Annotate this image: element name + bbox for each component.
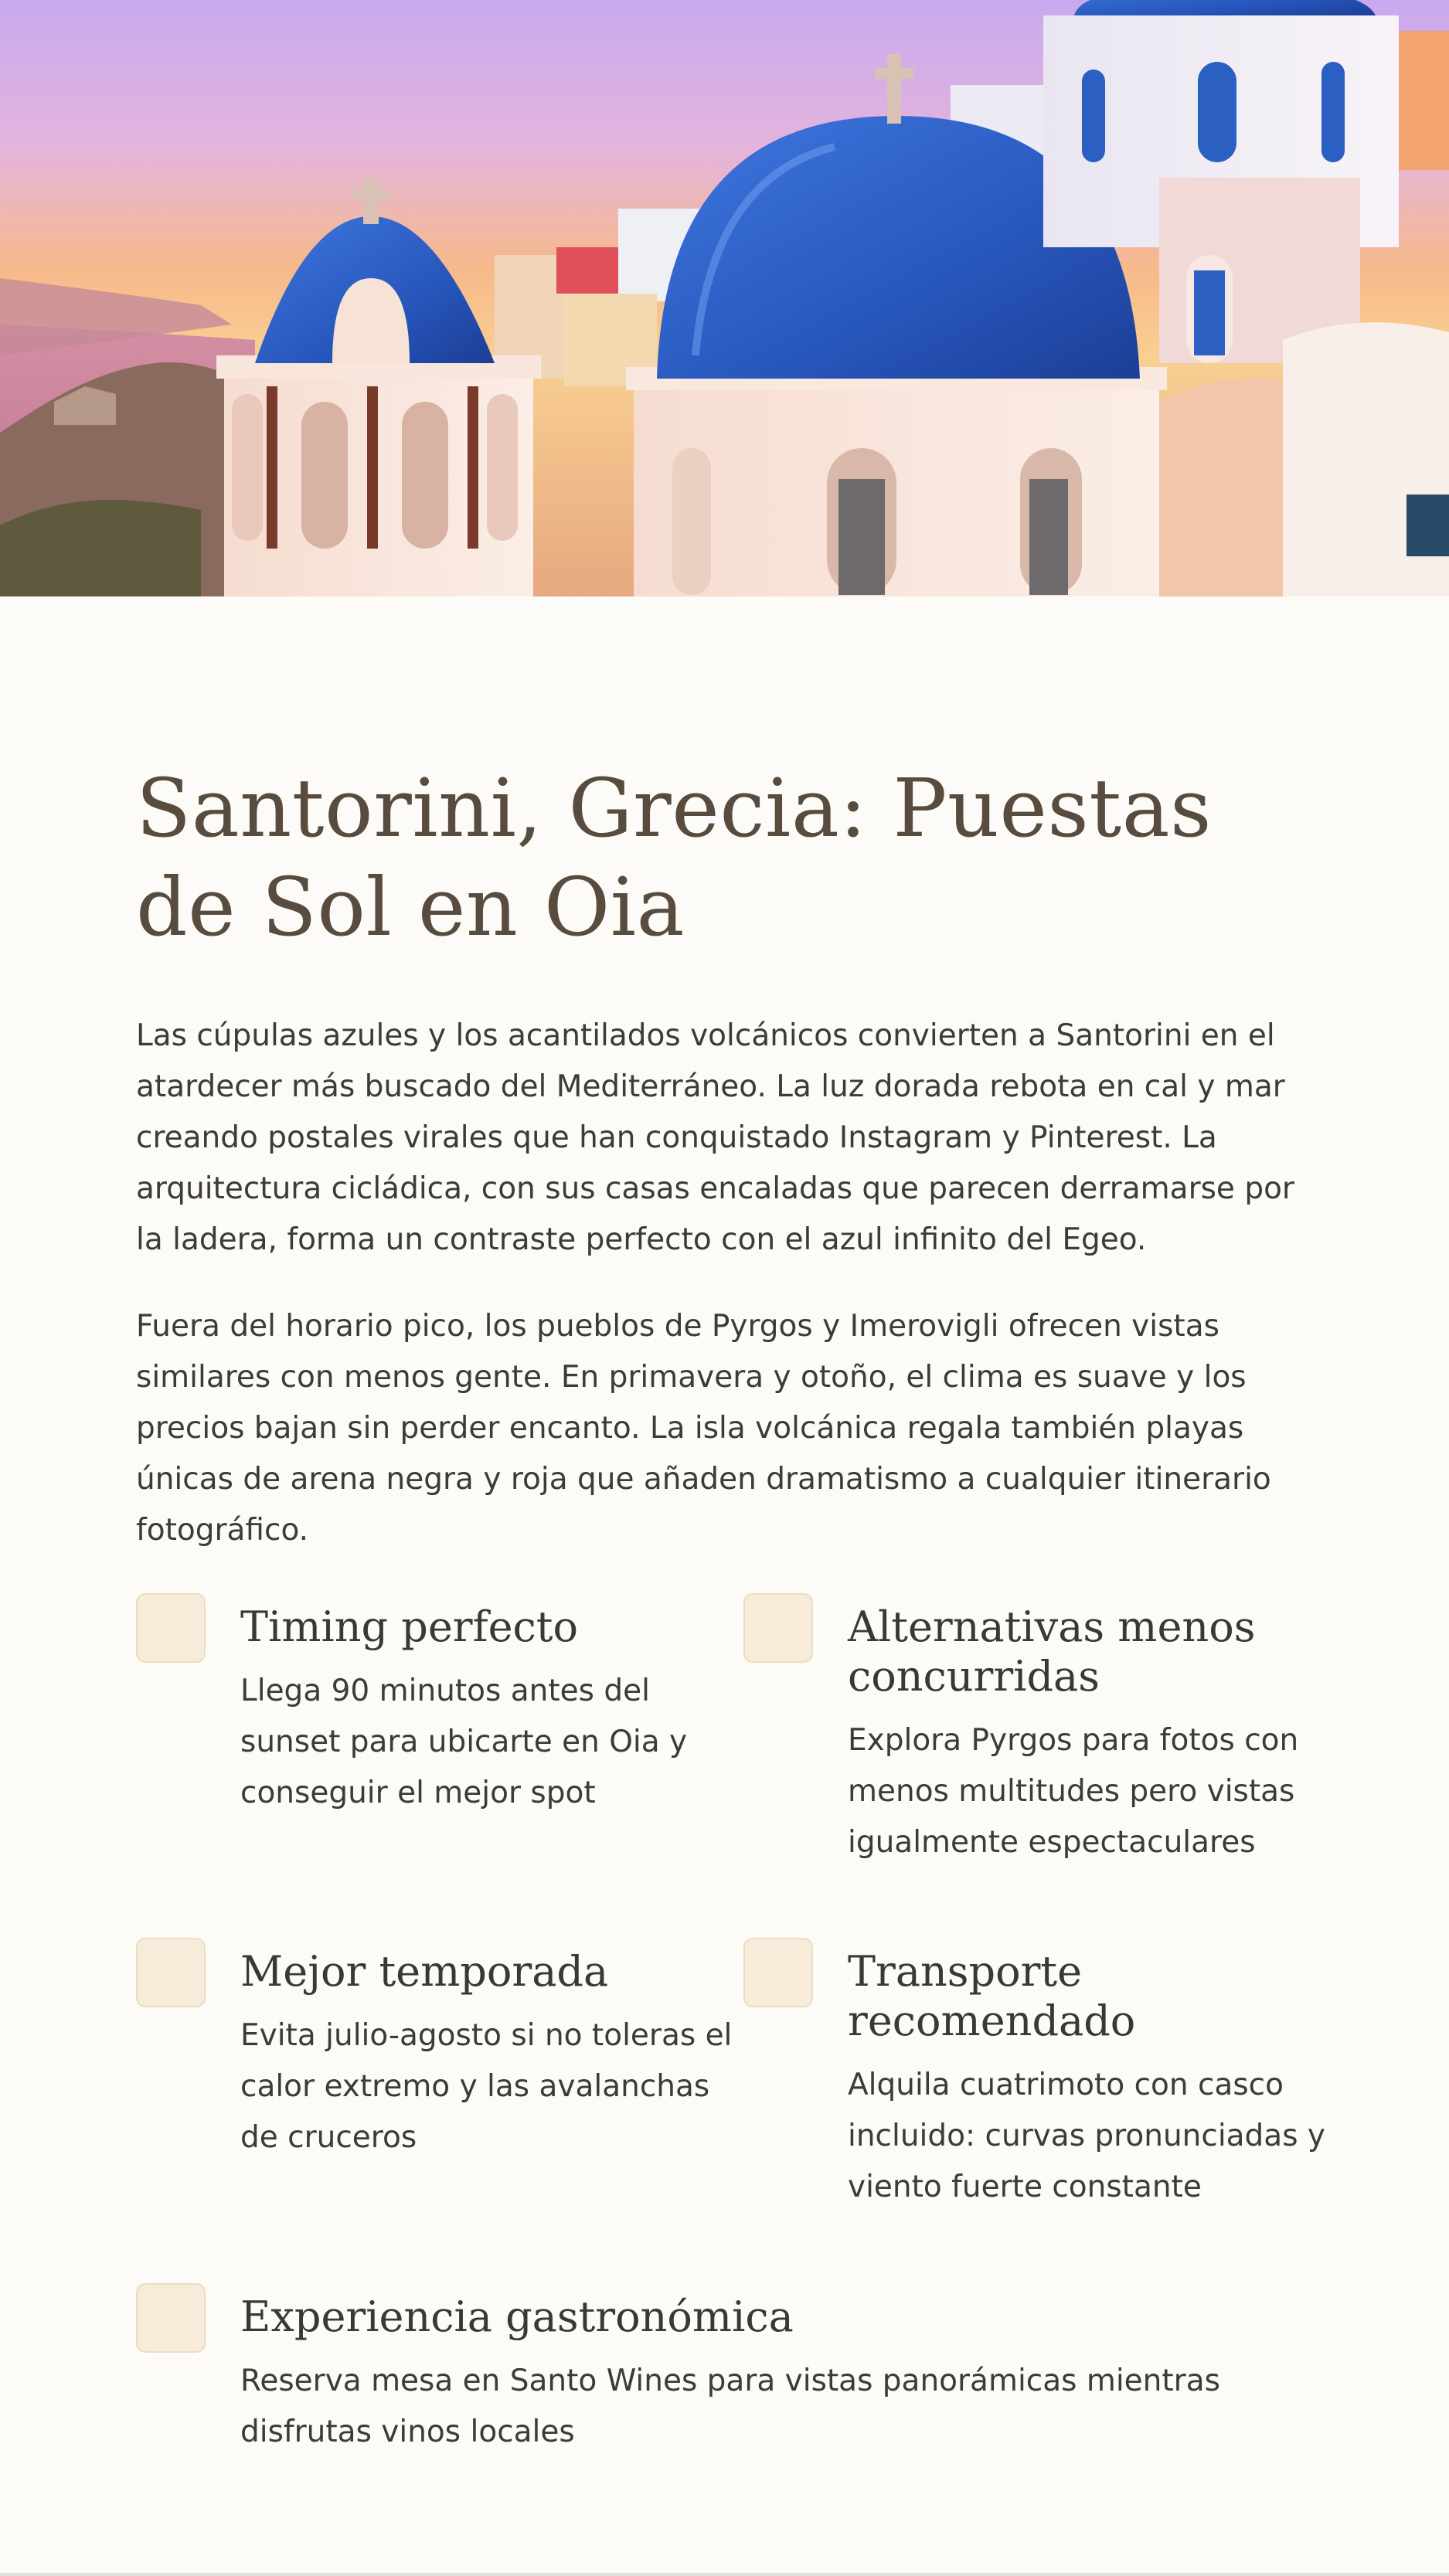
tip-icon <box>136 2283 206 2353</box>
tip-icon <box>743 1938 813 2007</box>
tip-text: Alquila cuatrimoto con casco incluido: curvas pronunciadas y viento fuerte constante <box>848 2068 1326 2204</box>
intro-paragraph: Las cúpulas azules y los acantilados volcánicos convierten a Santorini en el atardecer más buscado del Mediterráneo. La luz dorada rebota en cal y mar creando postales virales que han conquistado Instagram y Pinterest. La arquitectura cicládica, con sus casas encaladas que parecen derramarse por la ladera, forma un contraste perfecto con el azul infinito del Egeo. <box>136 1018 1294 1257</box>
page-title: Santorini, Grecia: Puestas de Sol en Oia <box>136 761 1212 954</box>
intro-paragraph: Fuera del horario pico, los pueblos de Pyrgos y Imerovigli ofrecen vistas similares con menos gente. En primavera y otoño, el clima es suave y los precios bajan sin perder encanto. La isla volcánica regala también playas únicas de arena negra y roja que añaden dramatismo a cualquier itinerario fotográfico. <box>136 1309 1271 1548</box>
tip-text: Evita julio-agosto si no toleras el calor extremo y las avalanchas de cruceros <box>240 2018 733 2155</box>
tip-item <box>136 1593 739 1819</box>
tip-item <box>743 1938 1346 2213</box>
tip-icon <box>136 1938 206 2007</box>
hero-image <box>0 0 1449 596</box>
footer-divider <box>0 2573 1449 2576</box>
tip-text: Reserva mesa en Santo Wines para vistas panorámicas mientras disfrutas vinos locales <box>240 2364 1220 2449</box>
tip-item <box>136 2283 1311 2458</box>
santorini-oia-photo <box>0 0 1449 596</box>
tip-title: Alternativas menos concurridas <box>848 1602 1256 1701</box>
tip-text: Explora Pyrgos para fotos con menos multitudes pero vistas igualmente espectaculares <box>848 1723 1299 1860</box>
tip-item <box>136 1938 739 2163</box>
tip-text: Llega 90 minutos antes del sunset para ubicarte en Oia y conseguir el mejor spot <box>240 1674 688 1810</box>
tips-list <box>136 1593 1326 2466</box>
tip-item <box>743 1593 1346 1868</box>
tip-title: Transporte recomendado <box>848 1947 1136 2045</box>
tip-title: Timing perfecto <box>240 1602 579 1651</box>
tip-icon <box>136 1593 206 1663</box>
tip-title: Mejor temporada <box>240 1947 609 1996</box>
article <box>0 759 1449 2466</box>
tip-icon <box>743 1593 813 1663</box>
tip-title: Experiencia gastronómica <box>240 2292 794 2341</box>
